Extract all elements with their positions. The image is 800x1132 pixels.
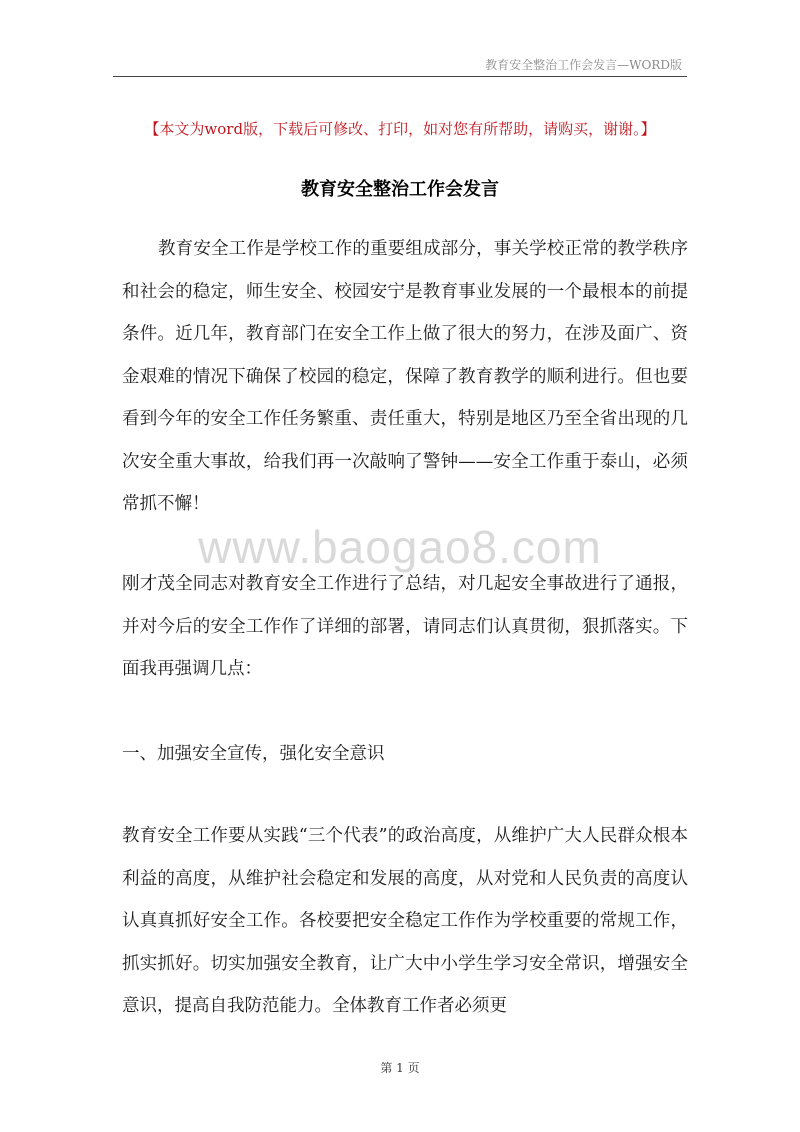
page-number: 第 1 页 [380, 1061, 420, 1075]
paragraph-summary: 刚才茂全同志对教育安全工作进行了总结，对几起安全事故进行了通报，并对今后的安全工作作了详细的部署，请同志们认真贯彻，狠抓落实。下面我再强调几点： [122, 574, 688, 679]
section-heading-1: 一、加强安全宣传，强化安全意识 [122, 744, 385, 764]
header-divider [113, 76, 687, 77]
paragraph-section-1: 教育安全工作要从实践“三个代表”的政治高度，从维护广大人民群众根本利益的高度，从维护社会稳定和发展的高度，从对党和人民负责的高度认认真真抓好安全工作。各校要把安全稳定工作作为学校重要的常规工作，抓实抓好。切实加强安全教育，让广大中小学生学习安全常识，增强安全意识，提高自我防范能力。全体教育工作者必须更 [122, 826, 688, 1016]
purchase-notice: 【本文为word版，下载后可修改、打印，如对您有所帮助，请购买，谢谢。】 [144, 120, 656, 138]
document-title: 教育安全整治工作会发言 [301, 179, 499, 200]
paragraph-intro: 教育安全工作是学校工作的重要组成部分，事关学校正常的教学秩序和社会的稳定，师生安全、校园安宁是教育事业发展的一个最根本的前提条件。近几年，教育部门在安全工作上做了很大的努力，在涉及面广、资金艰难的情况下确保了校园的稳定，保障了教育教学的顺利进行。但也要看到今年的安全工作任务繁重、责任重大，特别是地区乃至全省出现的几次安全重大事故，给我们再一次敲响了警钟——安全工作重于泰山，必须常抓不懈！ [122, 239, 688, 514]
running-header: 教育安全整治工作会发言—WORD版 [485, 58, 682, 72]
watermark: www.baogao8.com [198, 521, 602, 573]
